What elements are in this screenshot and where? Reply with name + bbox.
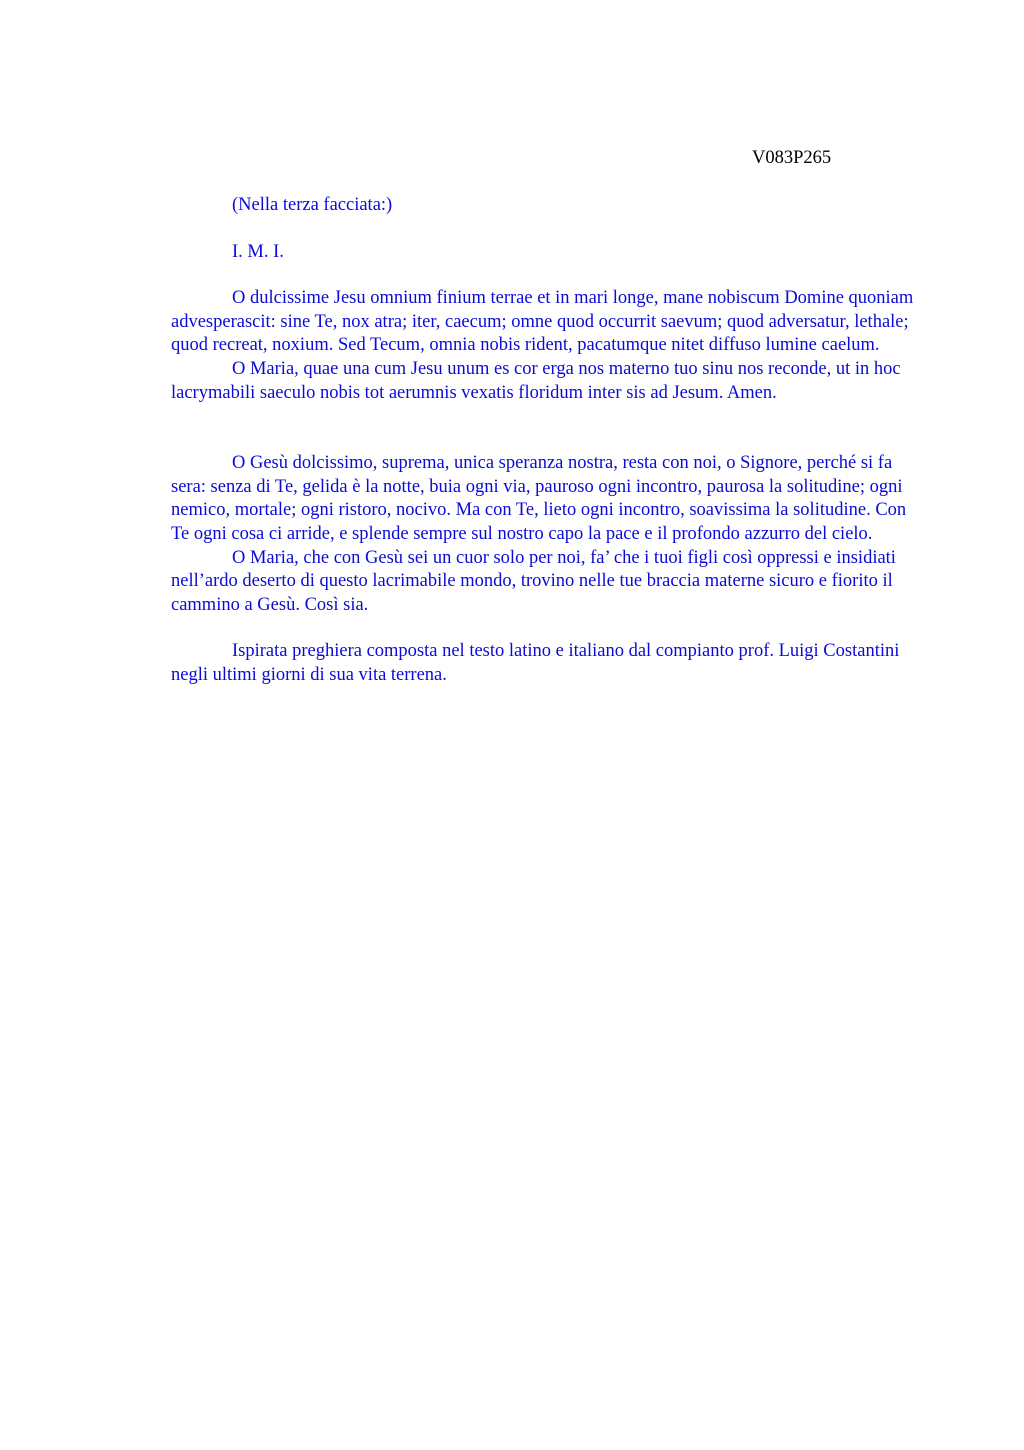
heading-note: (Nella terza facciata:) — [232, 195, 393, 215]
monogram: I. M. I. — [232, 241, 284, 262]
document-body — [171, 194, 927, 688]
latin-prayer-paragraph-1: O dulcissime Jesu omnium finium terrae et in mari longe, mane nobiscum Domine quoniam advesperascit: sine Te, nox atra; iter, caecum; omne quod occurrit saevum; quod adversatur, lethale; quod recreat, noxium. Sed Tecum, omnia nobis rident, pacatumque nitet diffuso lumine caelum. — [171, 288, 914, 356]
attribution-note: Ispirata preghiera composta nel testo latino e italiano dal compianto prof. Luigi Costantini negli ultimi giorni di sua vita terrena. — [171, 641, 900, 685]
italian-prayer-paragraph-2: O Maria, che con Gesù sei un cuor solo per noi, fa’ che i tuoi figli così oppressi e insidiati nell’ardo deserto di questo lacrimabile mondo, trovino nelle tue braccia materne sicuro e fiorito il cammino a Gesù. Così sia. — [171, 547, 896, 615]
italian-prayer-paragraph-1: O Gesù dolcissimo, suprema, unica speranza nostra, resta con noi, o Signore, perché si fa sera: senza di Te, gelida è la notte, buia ogni via, pauroso ogni incontro, paurosa la solitudine; ogni nemico, mortale; ogni ristoro, nocivo. Ma con Te, lieto ogni incontro, soavissima la solitudine. Con Te ogni cosa ci arride, e splende sempre sul nostro capo la pace e il profondo azzurro del cielo. — [171, 453, 907, 544]
latin-prayer-paragraph-2: O Maria, quae una cum Jesu unum es cor erga nos materno tuo sinu nos reconde, ut in hoc lacrymabili saeculo nobis tot aerumnis vexatis floridum inter sis ad Jesum. Amen. — [171, 358, 901, 403]
page-identifier: V083P265 — [752, 148, 832, 168]
